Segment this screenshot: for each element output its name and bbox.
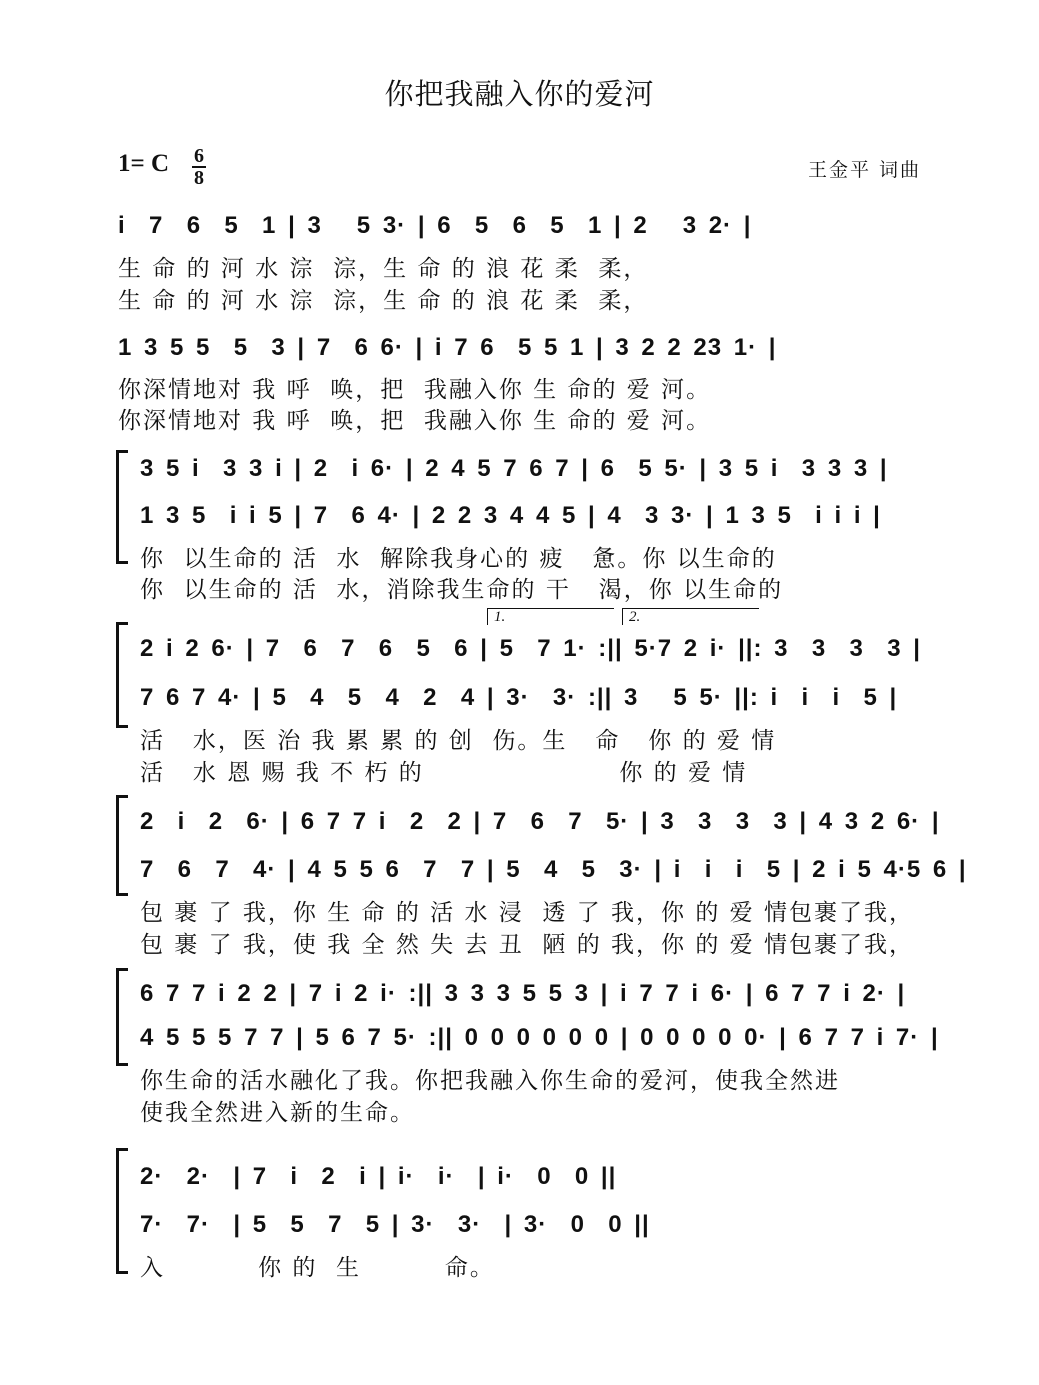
lyric-line: 你深情地对 我 呼 唤，把 我融入你 生 命的 爱 河。 [118, 408, 712, 434]
lyric-line: 入 你 的 生 命。 [140, 1255, 495, 1281]
volta-second-ending: 2. [622, 608, 759, 625]
notes-line-lower: 7 6 7 4· | 4 5 5 6 7 7 | 5 4 5 3· | i i i 5 | 2 i 5 4·5 6 | [140, 856, 967, 883]
composer-credit: 王金平 词曲 [807, 159, 921, 181]
notes-line-lower: 4 5 5 5 7 7 | 5 6 7 5· :|| 0 0 0 0 0 0 | 0 0 0 0 0· | 6 7 7 i 7· | [140, 1024, 939, 1051]
lyric-line: 你深情地对 我 呼 唤，把 我融入你 生 命的 爱 河。 [118, 377, 712, 403]
notes-line-lower: 7· 7· | 5 5 7 5 | 3· 3· | 3· 0 0 || [140, 1211, 650, 1238]
lyric-line: 活 水 恩 赐 我 不 朽 的 你 的 爱 情 [140, 760, 748, 786]
time-denominator: 8 [194, 167, 204, 189]
system-bracket [116, 1148, 128, 1274]
lyric-line: 你生命的活水融化了我。你把我融入你生命的爱河，使我全然进 [140, 1068, 840, 1094]
time-numerator: 6 [194, 145, 204, 167]
notes-line-upper: 2 i 2 6· | 6 7 7 i 2 2 | 7 6 7 5· | 3 3 3 3 | 4 3 2 6· | [140, 808, 940, 835]
lyric-line: 活 水，医 治 我 累 累 的 创 伤。生 命 你 的 爱 情 [140, 728, 777, 754]
lyric-line: 生 命 的 河 水 淙 淙，生 命 的 浪 花 柔 柔， [118, 256, 649, 282]
notes-line-lower: 1 3 5 i i 5 | 7 6 4· | 2 2 3 4 4 5 | 4 3 3· | 1 3 5 i i i | [140, 502, 881, 529]
time-signature [192, 146, 206, 188]
notes-line-upper: 6 7 7 i 2 2 | 7 i 2 i· :|| 3 3 3 5 5 3 | i 7 7 i 6· | 6 7 7 i 2· | [140, 980, 906, 1007]
notes-line: 1 3 5 5 5 3 | 7 6 6· | i 7 6 5 5 1 | 3 2 2 23 1· | [118, 334, 777, 361]
system-bracket [116, 795, 128, 896]
key-signature: 1= C [118, 150, 170, 177]
notes-line: i 7 6 5 1 | 3 5 3· | 6 5 6 5 1 | 2 3 2· | [118, 212, 752, 239]
notes-line-upper: 2 i 2 6· | 7 6 7 6 5 6 | 5 7 1· :|| 5·7 2 i· ||: 3 3 3 3 | [140, 635, 921, 662]
system-bracket [116, 622, 128, 728]
lyric-line: 包 裹 了 我，你 生 命 的 活 水 浸 透 了 我，你 的 爱 情包裹了我， [140, 900, 914, 926]
notes-line-upper: 3 5 i 3 3 i | 2 i 6· | 2 4 5 7 6 7 | 6 5 5· | 3 5 i 3 3 3 | [140, 455, 888, 482]
song-title: 你把我融入你的爱河 [384, 77, 655, 111]
lyric-line: 你 以生命的 活 水，消除我生命的 干 渴，你 以生命的 [140, 577, 784, 603]
notes-line-lower: 7 6 7 4· | 5 4 5 4 2 4 | 3· 3· :|| 3 5 5· ||: i i i 5 | [140, 684, 898, 711]
notes-line-upper: 2· 2· | 7 i 2 i | i· i· | i· 0 0 || [140, 1163, 617, 1190]
volta-first-ending: 1. [487, 608, 614, 625]
lyric-line: 你 以生命的 活 水 解除我身心的 疲 惫。你 以生命的 [140, 546, 777, 572]
system-bracket [116, 450, 128, 564]
system-bracket [116, 968, 128, 1066]
lyric-line: 包 裹 了 我，使 我 全 然 失 去 丑 陋 的 我，你 的 爱 情包裹了我， [140, 932, 914, 958]
lyric-line: 生 命 的 河 水 淙 淙，生 命 的 浪 花 柔 柔， [118, 288, 649, 314]
lyric-line: 使我全然进入新的生命。 [140, 1100, 415, 1126]
